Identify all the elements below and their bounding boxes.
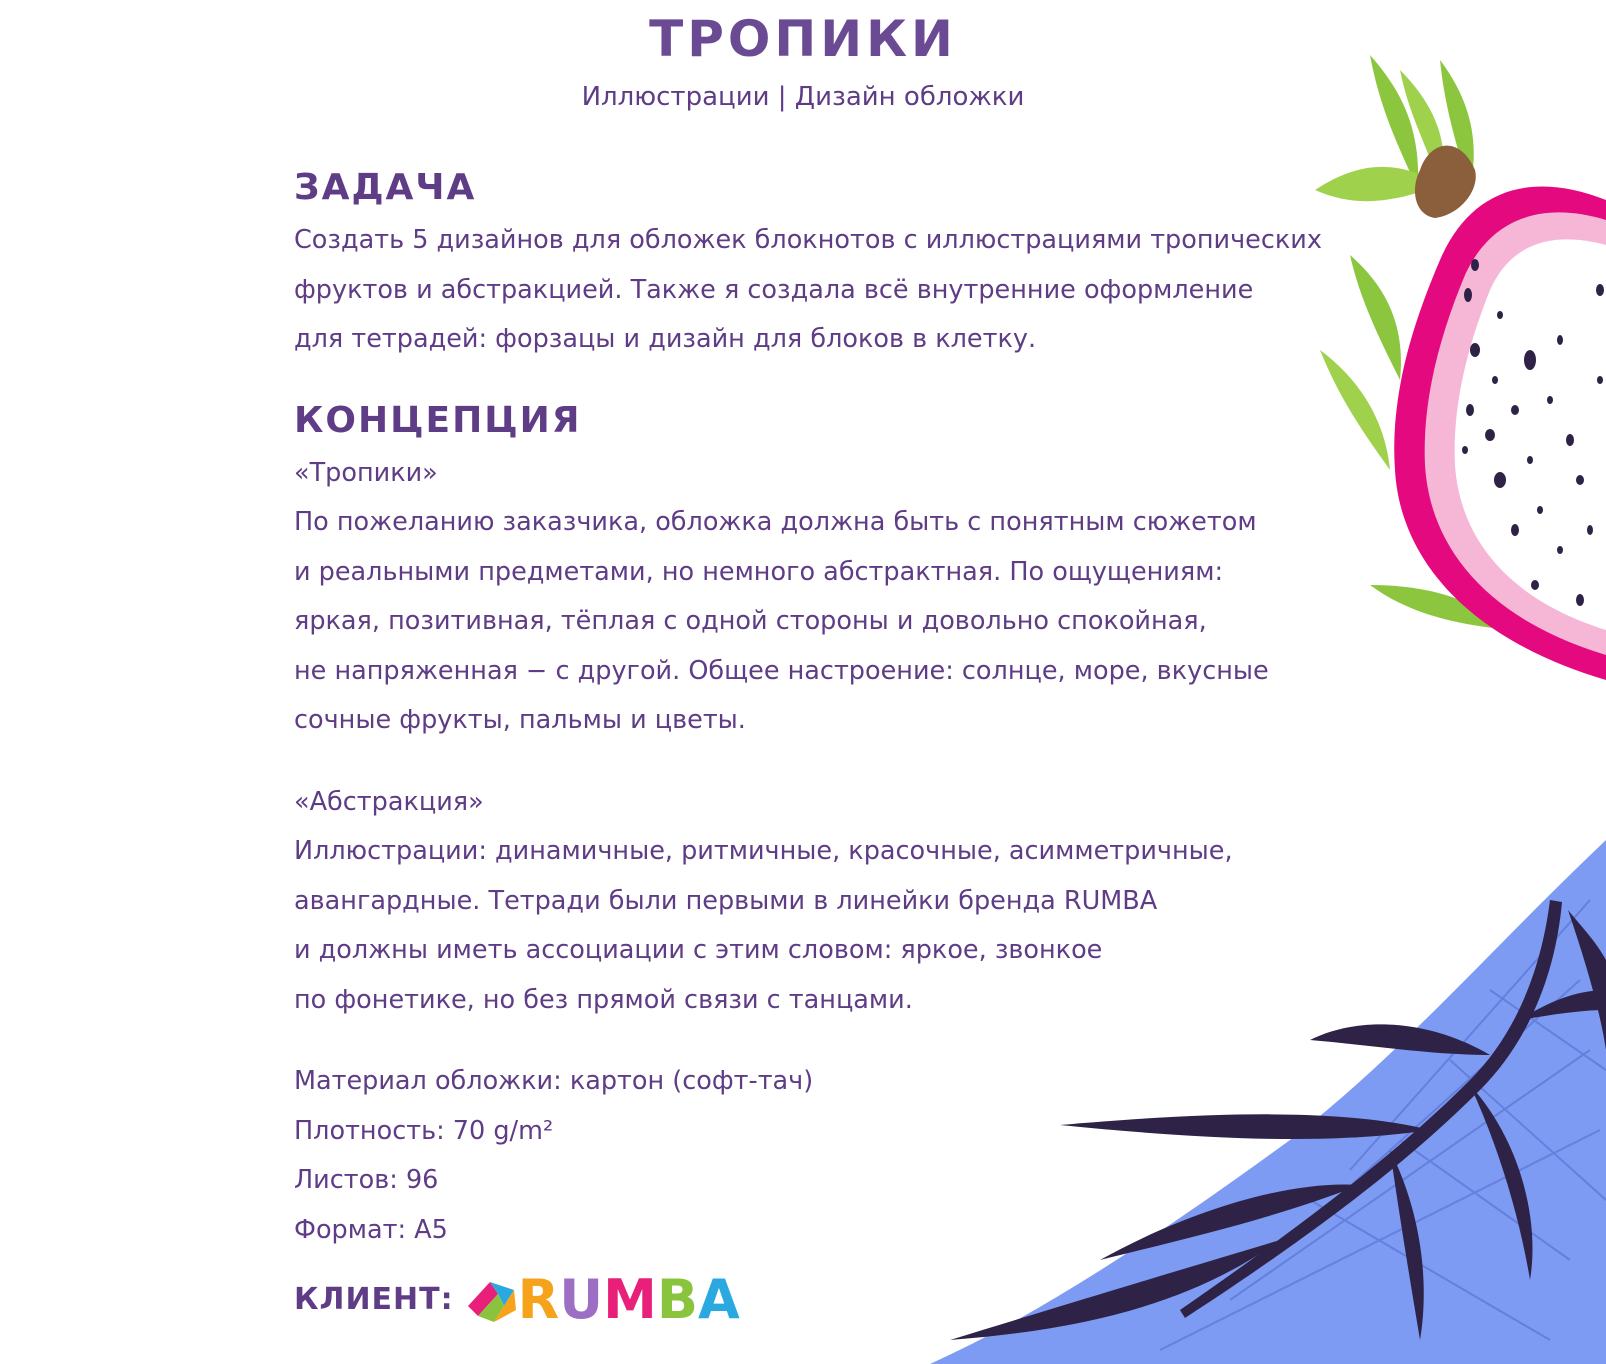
tropics-line: По пожеланию заказчика, обложка должна быть с понятным сюжетом [294, 507, 1257, 537]
rumba-logo [464, 1268, 740, 1331]
tropics-line: сочные фрукты, пальмы и цветы. [294, 705, 746, 735]
abstract-line: и должны иметь ассоциации с этим словом: яркое, звонкое [294, 935, 1103, 965]
abstract-line: по фонетике, но без прямой связи с танцами. [294, 984, 913, 1015]
concept-heading: КОНЦЕПЦИЯ [294, 399, 582, 441]
rumba-logo-word [518, 1268, 740, 1331]
spacer [294, 746, 1344, 778]
abstract-line: авангардные. Тетради были первыми в линейки бренда RUMBA [294, 885, 1158, 916]
page-subtitle: Иллюстрации | Дизайн обложки [581, 82, 1025, 112]
spec-line: Листов: 96 [294, 1165, 439, 1195]
abstract-title: «Абстракция» [294, 786, 484, 817]
tropics-line: не напряженная − с другой. Общее настроение: солнце, море, вкусные [294, 655, 1269, 686]
logo-letter: M [603, 1268, 657, 1331]
abstract-line: Иллюстрации: динамичные, ритмичные, красочные, асимметричные, [294, 836, 1233, 866]
logo-letter: R [517, 1268, 560, 1331]
spacer [294, 1025, 1344, 1057]
dragonfruit-illustration [1300, 40, 1606, 700]
logo-letter: U [559, 1268, 604, 1331]
tropics-line: яркая, позитивная, тёплая с одной стороны и довольно спокойная, [294, 606, 1207, 636]
content [294, 160, 1344, 1255]
tropics-line: и реальными предметами, но немного абстрактная. По ощущениям: [294, 556, 1224, 587]
client-row [294, 1268, 740, 1331]
spec-line: Материал обложки: картон (софт-тач) [294, 1066, 814, 1096]
task-line: Создать 5 дизайнов для обложек блокнотов с иллюстрациями тропических [294, 225, 1322, 255]
spacer [294, 365, 1344, 393]
tropics-title: «Тропики» [294, 457, 438, 488]
spec-line: Формат: А5 [294, 1214, 448, 1245]
page-title: ТРОПИКИ [649, 10, 957, 68]
task-line: для тетрадей: форзацы и дизайн для блоков в клетку. [294, 324, 1037, 354]
rumba-logo-mark-icon [464, 1276, 518, 1324]
task-line: фруктов и абстракцией. Также я создала всё внутренние оформление [294, 274, 1254, 305]
task-heading: ЗАДАЧА [294, 167, 477, 208]
spec-line: Плотность: 70 g/m² [294, 1115, 554, 1146]
logo-letter: B [656, 1268, 698, 1331]
logo-letter: A [697, 1268, 740, 1331]
client-label: КЛИЕНТ: [294, 1282, 454, 1317]
